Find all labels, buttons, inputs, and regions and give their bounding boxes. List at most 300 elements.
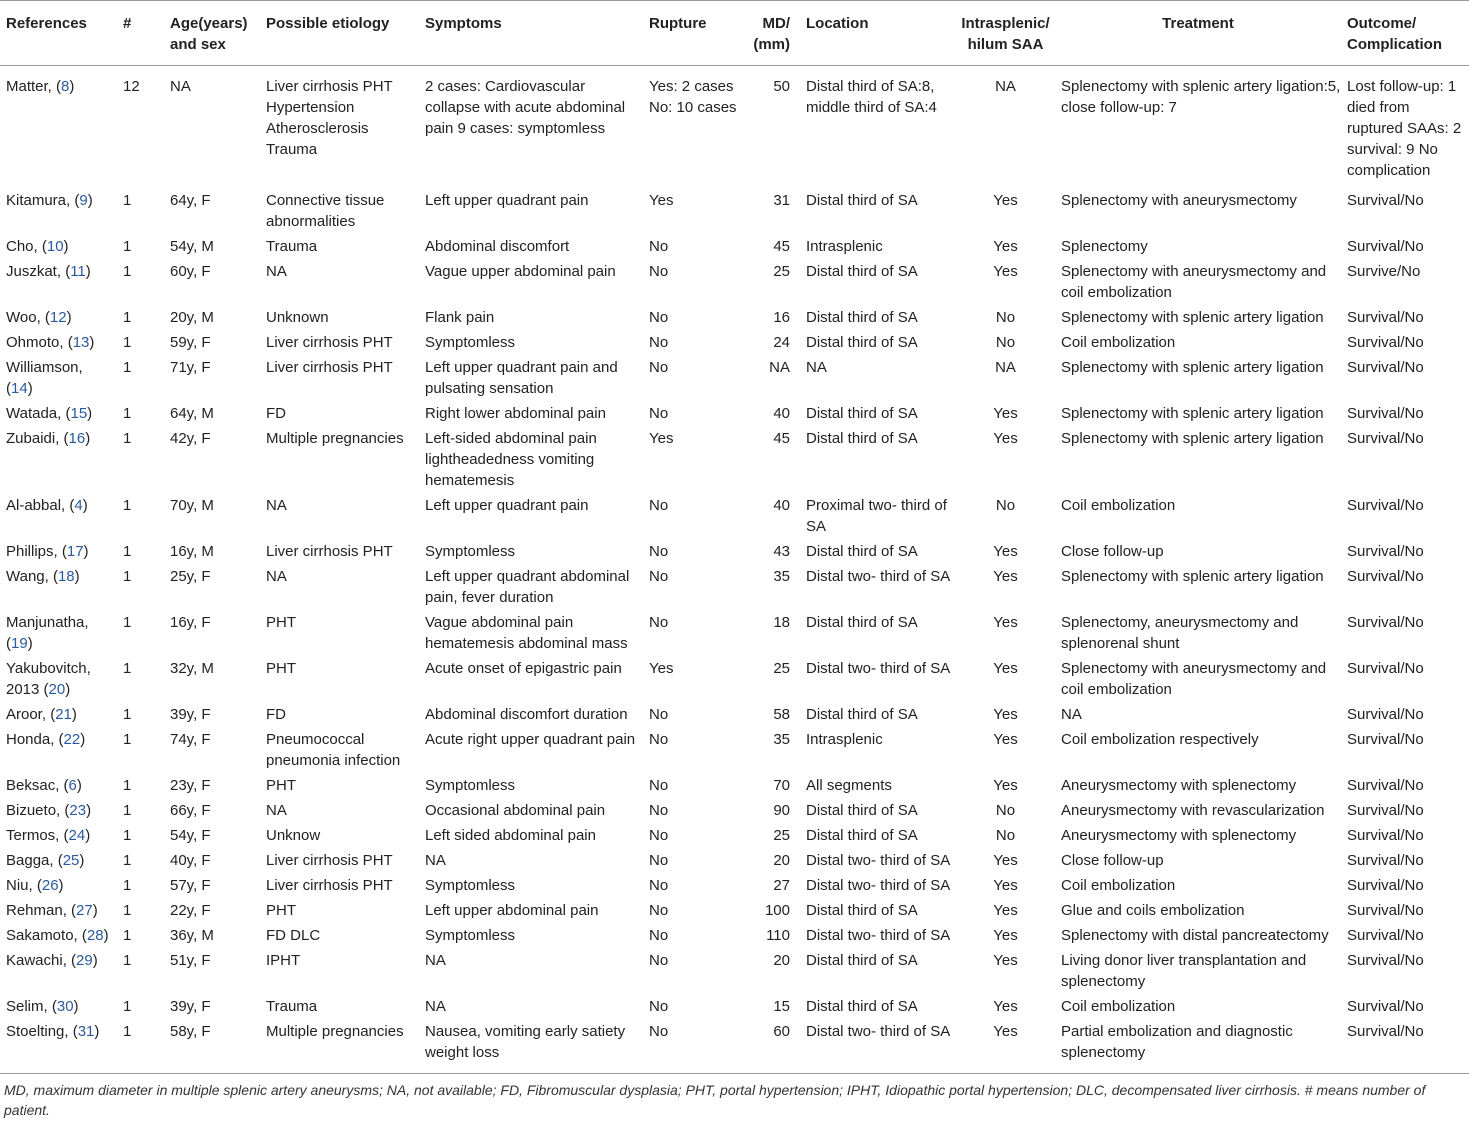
header-treatment: Treatment [1055, 1, 1341, 66]
citation-link[interactable]: 20 [48, 681, 66, 698]
cell-intrasplenic: No [995, 827, 1016, 844]
cell-age-sex: 71y, F [170, 359, 211, 376]
reference-author: Aroor, [6, 706, 47, 723]
cell-etiology: Trauma [266, 998, 318, 1015]
cell-patient-count: 1 [123, 192, 132, 209]
cell-reference: Zubaidi, (16) [6, 430, 91, 447]
cell-rupture: No [649, 902, 669, 919]
cell-intrasplenic: Yes [993, 614, 1018, 631]
table-row [0, 492, 1469, 538]
cell-treatment: Splenectomy with splenic artery ligation [1061, 309, 1324, 326]
reference-author: Cho, [6, 238, 38, 255]
citation-link[interactable]: 22 [63, 731, 81, 748]
cell-etiology: Multiple pregnancies [266, 430, 404, 447]
cell-outcome: Survival/No [1347, 660, 1424, 677]
cell-age-sex: 51y, F [170, 952, 211, 969]
cell-treatment: Splenectomy [1061, 238, 1148, 255]
table-row [0, 772, 1469, 797]
table-row [0, 329, 1469, 354]
cell-reference: Beksac, (6) [6, 777, 82, 794]
cell-symptoms: Abdominal discomfort duration [425, 706, 628, 723]
table-row [0, 726, 1469, 772]
cell-treatment: Splenectomy, aneurysmectomy and splenorenal shunt [1061, 614, 1299, 652]
cell-etiology: Multiple pregnancies [260, 1018, 419, 1074]
cell-etiology: Liver cirrhosis PHT [266, 543, 393, 560]
cell-symptoms: Left-sided abdominal pain lightheadedness vomiting hematemesis [425, 430, 597, 489]
cell-symptoms: Symptomless [425, 927, 516, 944]
cell-treatment: Coil embolization [1061, 497, 1176, 514]
cell-rupture: No [649, 927, 669, 944]
cell-reference: Watada, (15) [6, 405, 93, 422]
cell-age-sex: 25y, F [170, 568, 211, 585]
citation-link[interactable]: 13 [72, 334, 90, 351]
cell-age-sex: 36y, M [170, 927, 214, 944]
cell-intrasplenic: Yes [993, 877, 1018, 894]
cell-patient-count: 1 [123, 877, 132, 894]
cell-patient-count: 1 [123, 927, 132, 944]
header-rupture: Rupture [643, 1, 740, 66]
cell-symptoms: Left upper quadrant pain [425, 497, 589, 514]
cell-rupture: No [649, 706, 669, 723]
cell-symptoms: Left upper abdominal pain [425, 902, 599, 919]
cell-patient-count: 1 [123, 430, 132, 447]
cell-rupture: Yes [649, 430, 674, 447]
cell-outcome: Survival/No [1347, 614, 1424, 631]
citation-link[interactable]: 24 [68, 827, 86, 844]
citation-link[interactable]: 11 [70, 263, 86, 280]
cell-rupture: No [649, 359, 669, 376]
cell-patient-count: 1 [109, 1018, 164, 1074]
cell-md: 50 [773, 78, 790, 95]
cell-intrasplenic: Yes [993, 263, 1018, 280]
cell-intrasplenic: NA [995, 78, 1016, 95]
cell-treatment: Close follow-up [1061, 543, 1164, 560]
cell-etiology: Liver cirrhosis PHT [266, 852, 393, 869]
cell-treatment: Glue and coils embolization [1061, 902, 1245, 919]
cell-age-sex: NA [170, 78, 191, 95]
cell-md: 45 [773, 430, 790, 447]
cell-patient-count: 1 [123, 568, 132, 585]
cell-treatment: Aneurysmectomy with revascularization [1061, 802, 1325, 819]
cell-age-sex: 57y, F [170, 877, 211, 894]
cell-intrasplenic: Yes [993, 952, 1018, 969]
header-number: # [109, 1, 164, 66]
cell-rupture: No [649, 263, 669, 280]
header-symptoms: Symptoms [419, 1, 643, 66]
cell-outcome: Survival/No [1347, 877, 1424, 894]
cell-etiology: NA [266, 497, 287, 514]
cell-treatment: Splenectomy with splenic artery ligation [1061, 359, 1324, 376]
cell-rupture: No [649, 238, 669, 255]
cell-md: 31 [773, 192, 790, 209]
table-row [0, 538, 1469, 563]
cell-symptoms: Symptomless [425, 543, 516, 560]
citation-link[interactable]: 15 [70, 405, 88, 422]
reference-author: Beksac, [6, 777, 60, 794]
cell-patient-count: 1 [123, 777, 132, 794]
cell-patient-count: 1 [123, 998, 132, 1015]
cell-md: 16 [773, 309, 790, 326]
header-row [0, 1, 1469, 66]
cell-patient-count: 1 [123, 902, 132, 919]
reference-author: Yakubovitch, 2013 [6, 660, 91, 698]
citation-link[interactable]: 31 [77, 1023, 95, 1040]
cell-reference: Manjunatha, (19) [6, 614, 89, 652]
table-row [0, 822, 1469, 847]
table-row [0, 655, 1469, 701]
cell-location: Distal third of SA [806, 902, 918, 919]
header-references: References [0, 1, 109, 66]
table-row [0, 797, 1469, 822]
cell-outcome: Survival/No [1347, 952, 1424, 969]
reference-author: Ohmoto, [6, 334, 64, 351]
cell-rupture: No [649, 852, 669, 869]
cell-md: 45 [773, 238, 790, 255]
cell-intrasplenic: No [995, 309, 1016, 326]
header-md: MD/ (mm) [740, 1, 800, 66]
cell-rupture: No [649, 543, 669, 560]
cell-treatment: Living donor liver transplantation and splenectomy [1061, 952, 1307, 990]
header-etiology: Possible etiology [260, 1, 419, 66]
reference-author: Selim, [6, 998, 48, 1015]
cell-location: Distal third of SA [806, 430, 918, 447]
cell-rupture: No [649, 497, 669, 514]
cell-outcome: Survival/No [1347, 827, 1424, 844]
cell-location: Distal third of SA [806, 614, 918, 631]
cell-location: Distal third of SA [806, 802, 918, 819]
table-row [0, 304, 1469, 329]
reference-author: Rehman, [6, 902, 67, 919]
cell-etiology: PHT [266, 660, 296, 677]
cell-location: Proximal two- third of SA [806, 497, 947, 535]
reference-author: Bizueto, [6, 802, 61, 819]
citation-link[interactable]: 12 [49, 309, 67, 326]
cell-treatment: Coil embolization respectively [1061, 731, 1259, 748]
table-row [0, 922, 1469, 947]
reference-author: Williamson, [6, 359, 83, 376]
citation-link[interactable]: 17 [66, 543, 84, 560]
cell-reference: Williamson, (14) [6, 359, 83, 397]
cell-intrasplenic: Yes [993, 706, 1018, 723]
cell-etiology: Connective tissue abnormalities [266, 192, 385, 230]
cell-rupture: No [649, 731, 669, 748]
cell-rupture: No [649, 998, 669, 1015]
cell-location: Distal two- third of SA [806, 877, 951, 894]
cell-patient-count: 1 [123, 852, 132, 869]
reference-author: Niu, [6, 877, 33, 894]
cell-etiology: Unknow [266, 827, 321, 844]
table-row [0, 609, 1469, 655]
cell-location: Distal two- third of SA [806, 660, 951, 677]
reference-author: Wang, [6, 568, 49, 585]
cell-patient-count: 1 [123, 263, 132, 280]
cell-rupture: No [649, 952, 669, 969]
table-footnote: MD, maximum diameter in multiple splenic artery aneurysms; NA, not available; FD, Fibromuscular dysplasia; PHT, portal hypertension; IPHT, Idiopathic portal hypertension; DLC, decompensated liver cirrhosis. # means number of patient. [4, 1082, 1426, 1118]
citation-link[interactable]: 18 [57, 568, 75, 585]
cell-treatment: Splenectomy with splenic artery ligation [1061, 568, 1324, 585]
cell-treatment: Close follow-up [1061, 852, 1164, 869]
cell-reference: Honda, (22) [6, 731, 86, 748]
cell-rupture: Yes: 2 cases No: 10 cases [649, 78, 737, 116]
cell-age-sex: 16y, F [170, 614, 211, 631]
citation-link[interactable]: 27 [76, 902, 93, 919]
cell-location: Distal two- third of SA [806, 927, 951, 944]
cell-etiology: PHT [266, 902, 296, 919]
cell-symptoms: Abdominal discomfort [425, 238, 570, 255]
cell-reference: Matter, (8) [6, 78, 75, 95]
cell-outcome: Survival/No [1347, 334, 1424, 351]
cell-location: Distal two- third of SA [806, 568, 951, 585]
cell-intrasplenic: Yes [993, 192, 1018, 209]
cell-md: 27 [773, 877, 790, 894]
cell-reference: Termos, (24) [6, 827, 91, 844]
cell-reference: Sakamoto, (28) [6, 927, 109, 944]
reference-author: Al-abbal, [6, 497, 66, 514]
cell-outcome: Survival/No [1347, 192, 1424, 209]
cell-location: Distal third of SA [806, 263, 918, 280]
cell-symptoms: Right lower abdominal pain [425, 405, 606, 422]
reference-author: Bagga, [6, 852, 54, 869]
cell-outcome: Lost follow-up: 1 died from ruptured SAAs: 2 survival: 9 No complication [1347, 78, 1462, 179]
citation-link[interactable]: 6 [68, 777, 77, 794]
cell-treatment: Coil embolization [1061, 334, 1176, 351]
citation-link[interactable]: 30 [56, 998, 74, 1015]
cell-symptoms: Acute onset of epigastric pain [425, 660, 622, 677]
cell-rupture: No [649, 877, 669, 894]
table-row [0, 425, 1469, 492]
header-location: Location [800, 1, 956, 66]
reference-author: Kawachi, [6, 952, 67, 969]
cell-etiology: Liver cirrhosis PHT [266, 877, 393, 894]
cell-md: 110 [766, 927, 790, 944]
cell-age-sex: 54y, F [170, 827, 211, 844]
cell-patient-count: 1 [123, 614, 132, 631]
cell-outcome: Survival/No [1347, 902, 1424, 919]
cell-treatment: Aneurysmectomy with splenectomy [1061, 777, 1297, 794]
cell-location: Intrasplenic [806, 731, 883, 748]
citation-link[interactable]: 21 [55, 706, 72, 723]
cell-location: Distal third of SA [806, 706, 918, 723]
cell-intrasplenic: Yes [993, 568, 1018, 585]
cell-patient-count: 12 [123, 78, 140, 95]
cell-md: 20 [773, 852, 790, 869]
cell-intrasplenic: Yes [993, 543, 1018, 560]
cell-symptoms: 2 cases: Cardiovascular collapse with acute abdominal pain 9 cases: symptomless [425, 78, 626, 137]
cell-location: Distal third of SA [806, 543, 918, 560]
cell-age-sex: 32y, M [170, 660, 214, 677]
reference-author: Termos, [6, 827, 60, 844]
cell-age-sex: 20y, M [170, 309, 214, 326]
cell-patient-count: 1 [123, 334, 132, 351]
cell-age-sex: 39y, F [170, 998, 211, 1015]
table-body [0, 66, 1469, 1074]
cell-symptoms: Flank pain [425, 309, 495, 326]
cell-outcome: Survival/No [1347, 497, 1424, 514]
cell-symptoms: Vague upper abdominal pain [425, 263, 616, 280]
cell-etiology: NA [266, 802, 287, 819]
reference-author: Kitamura, [6, 192, 71, 209]
cell-patient-count: 1 [123, 802, 132, 819]
cell-intrasplenic: Yes [993, 777, 1018, 794]
cell-treatment: Splenectomy with aneurysmectomy [1061, 192, 1297, 209]
cell-reference: Bagga, (25) [6, 852, 85, 869]
citation-link[interactable]: 28 [86, 927, 104, 944]
citation-link[interactable]: 25 [62, 852, 80, 869]
cell-md: 40 [773, 405, 790, 422]
citation-link[interactable]: 29 [76, 952, 93, 969]
cell-patient-count: 1 [123, 497, 132, 514]
citation-link[interactable]: 4 [74, 497, 83, 514]
cell-rupture: No [649, 827, 669, 844]
cell-intrasplenic: Yes [993, 927, 1018, 944]
cell-age-sex: 64y, F [170, 192, 211, 209]
cell-age-sex: 23y, F [170, 777, 211, 794]
cell-symptoms: NA [425, 852, 446, 869]
cell-symptoms: Symptomless [425, 877, 516, 894]
cell-outcome: Survival/No [1347, 802, 1424, 819]
table-row [0, 872, 1469, 897]
cell-patient-count: 1 [123, 827, 132, 844]
citation-link[interactable]: 19 [11, 635, 28, 652]
header-intrasplenic: Intrasplenic/ hilum SAA [956, 1, 1055, 66]
cell-etiology: PHT [266, 614, 296, 631]
cell-location: Distal two- third of SA [800, 1018, 956, 1074]
cell-intrasplenic: Yes [993, 660, 1018, 677]
table-row [0, 354, 1469, 400]
cell-patient-count: 1 [123, 660, 132, 677]
cell-reference: Kitamura, (9) [6, 192, 93, 209]
citation-link[interactable]: 14 [11, 380, 28, 397]
cell-md: 24 [773, 334, 790, 351]
cell-symptoms: Symptomless [425, 777, 516, 794]
citation-link[interactable]: 23 [69, 802, 87, 819]
table-row [0, 701, 1469, 726]
cell-outcome: Survival/No [1347, 543, 1424, 560]
cell-intrasplenic: Yes [993, 405, 1018, 422]
cell-outcome: Survival/No [1347, 430, 1424, 447]
cell-patient-count: 1 [123, 309, 132, 326]
cell-md: 25 [773, 660, 790, 677]
table-row [0, 258, 1469, 304]
cell-reference: Ohmoto, (13) [6, 334, 95, 351]
reference-author: Sakamoto, [6, 927, 78, 944]
table-row [0, 400, 1469, 425]
cell-location: Distal third of SA:8, middle third of SA:4 [806, 78, 937, 116]
cell-symptoms: Left upper quadrant pain [425, 192, 589, 209]
table-row [0, 947, 1469, 993]
cell-etiology: FD [266, 405, 286, 422]
cell-md: 58 [773, 706, 790, 723]
reference-author: Phillips, [6, 543, 58, 560]
cell-age-sex: 16y, M [170, 543, 214, 560]
citation-link[interactable]: 8 [61, 78, 70, 95]
citation-link[interactable]: 10 [46, 238, 64, 255]
cell-outcome: Survival/No [1347, 359, 1424, 376]
cell-age-sex: 58y, F [164, 1018, 260, 1074]
cell-location: Distal third of SA [806, 405, 918, 422]
header-outcome: Outcome/ Complication [1341, 1, 1469, 66]
cell-patient-count: 1 [123, 731, 132, 748]
reference-author: Watada, [6, 405, 62, 422]
cell-outcome: Survival/No [1341, 1018, 1469, 1074]
cell-reference: Aroor, (21) [6, 706, 77, 723]
cell-symptoms: Nausea, vomiting early satiety weight loss [419, 1018, 643, 1074]
cell-location: Distal third of SA [806, 998, 918, 1015]
cell-treatment: Splenectomy with splenic artery ligation:5, close follow-up: 7 [1061, 78, 1341, 116]
cell-age-sex: 66y, F [170, 802, 211, 819]
cell-reference: Bizueto, (23) [6, 802, 92, 819]
cell-md: 20 [773, 952, 790, 969]
cell-symptoms: Acute right upper quadrant pain [425, 731, 636, 748]
citation-link[interactable]: 26 [41, 877, 59, 894]
cell-reference: Rehman, (27) [6, 902, 98, 919]
cell-md: 40 [773, 497, 790, 514]
reference-author: Manjunatha, [6, 614, 89, 631]
cell-etiology: Unknown [266, 309, 329, 326]
cell-reference: Cho, (10) [6, 238, 69, 255]
cell-age-sex: 59y, F [170, 334, 211, 351]
cell-location: All segments [806, 777, 892, 794]
cell-reference: Kawachi, (29) [6, 952, 98, 969]
table-row [0, 563, 1469, 609]
cell-age-sex: 22y, F [170, 902, 211, 919]
cell-rupture: No [649, 334, 669, 351]
cell-intrasplenic: Yes [993, 902, 1018, 919]
cell-treatment: Partial embolization and diagnostic splenectomy [1055, 1018, 1341, 1074]
table-row [0, 1018, 1469, 1074]
cell-treatment: Splenectomy with distal pancreatectomy [1061, 927, 1329, 944]
cell-location: NA [806, 359, 827, 376]
cell-reference: Wang, (18) [6, 568, 80, 585]
cell-intrasplenic: Yes [993, 852, 1018, 869]
cell-etiology: Trauma [266, 238, 318, 255]
cell-treatment: NA [1061, 706, 1082, 723]
cell-symptoms: Left upper quadrant abdominal pain, fever duration [425, 568, 630, 606]
cell-rupture: No [649, 802, 669, 819]
cell-symptoms: Left upper quadrant pain and pulsating sensation [425, 359, 618, 397]
cell-treatment: Coil embolization [1061, 998, 1176, 1015]
cell-md: 90 [773, 802, 790, 819]
cell-reference: Woo, (12) [6, 309, 72, 326]
cell-md: 15 [773, 998, 790, 1015]
cell-intrasplenic: Yes [993, 238, 1018, 255]
cell-patient-count: 1 [123, 952, 132, 969]
table-row [0, 233, 1469, 258]
table-row [0, 66, 1469, 188]
cell-patient-count: 1 [123, 405, 132, 422]
cell-rupture: No [649, 309, 669, 326]
cell-reference: Niu, (26) [6, 877, 64, 894]
cell-rupture: Yes [649, 192, 674, 209]
cell-treatment: Coil embolization [1061, 877, 1176, 894]
cell-md: 60 [740, 1018, 800, 1074]
cell-outcome: Survival/No [1347, 309, 1424, 326]
cell-rupture: Yes [649, 660, 674, 677]
cell-age-sex: 40y, F [170, 852, 211, 869]
cell-outcome: Survival/No [1347, 238, 1424, 255]
cell-intrasplenic: Yes [993, 731, 1018, 748]
cell-outcome: Survival/No [1347, 706, 1424, 723]
cell-patient-count: 1 [123, 543, 132, 560]
header-age-sex: Age(years) and sex [164, 1, 260, 66]
citation-link[interactable]: 9 [79, 192, 88, 209]
citation-link[interactable]: 16 [68, 430, 86, 447]
cell-etiology: Pneumococcal pneumonia infection [266, 731, 401, 769]
cell-outcome: Survival/No [1347, 852, 1424, 869]
cell-md: 35 [773, 731, 790, 748]
table-row [0, 847, 1469, 872]
cell-intrasplenic: Yes [993, 430, 1018, 447]
